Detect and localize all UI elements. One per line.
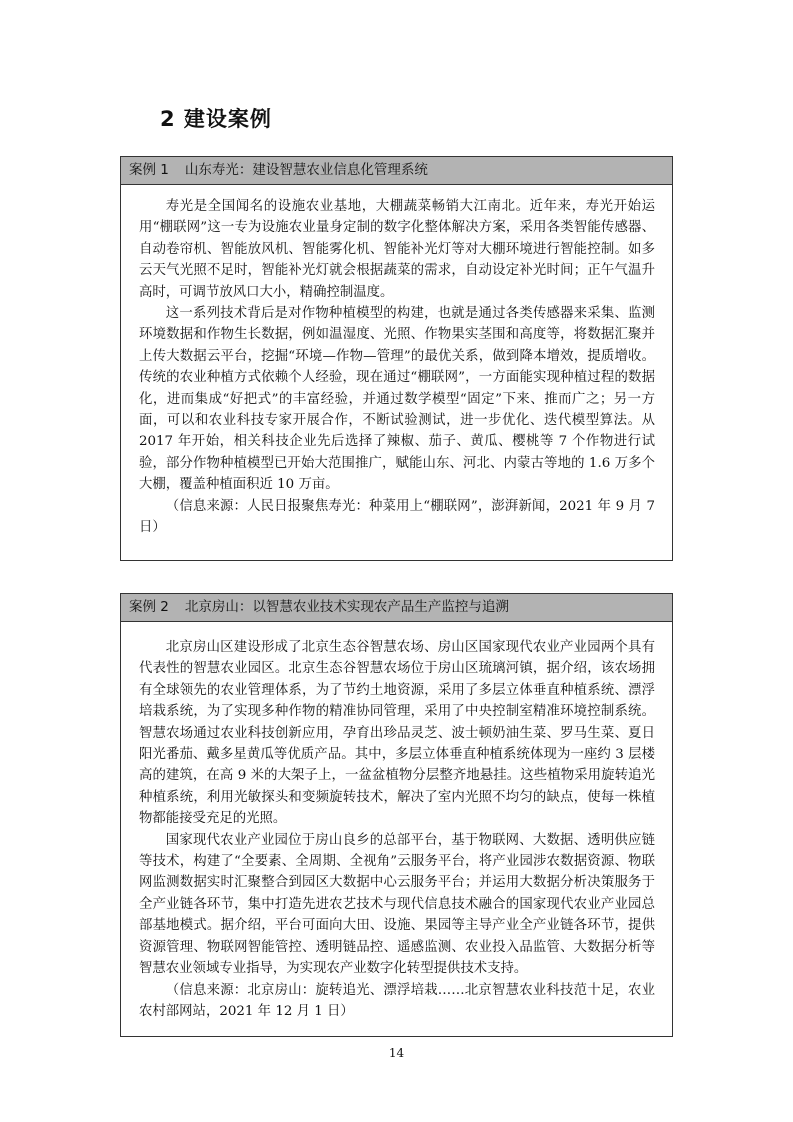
case-body	[121, 622, 672, 1022]
case-title: 山东寿光：建设智慧农业信息化管理系统	[184, 162, 428, 178]
case-number: 案例 1	[129, 162, 169, 178]
case-title: 北京房山：以智慧农业技术实现农产品生产监控与追溯	[184, 599, 509, 615]
case-box-2	[120, 593, 673, 1037]
case-paragraph: 寿光是全国闻名的设施农业基地，大棚蔬菜畅销大江南北。近年来，寿光开始运用“棚联网”这一专为设施农业量身定制的数字化整体解决方案，采用各类智能传感器、自动卷帘机、智能放风机、智能雾化机、智能补光灯等对大棚环境进行智能控制。如多云天气光照不足时，智能补光灯就会根据蔬菜的需求，自动设定补光时间；正午气温升高时，可调节放风口大小，精确控制温度。	[139, 199, 655, 300]
case-header	[121, 594, 672, 622]
page-number: 14	[388, 1046, 405, 1060]
case-box-1	[120, 156, 673, 561]
section-heading: 2 建设案例	[160, 107, 272, 131]
case-paragraph: 国家现代农业产业园位于房山良乡的总部平台，基于物联网、大数据、透明供应链等技术，构建了“全要素、全周期、全视角”云服务平台，将产业园涉农数据资源、物联网监测数据实时汇聚整合到园区大数据中心云服务平台；并运用大数据分析决策服务于全产业链各环节，集中打造先进农艺技术与现代信息技术融合的国家现代农业产业园总部基地模式。据介绍，平台可面向大田、设施、果园等主导产业全产业链各环节，提供资源管理、物联网智能管控、透明链品控、遥感监测、农业投入品监管、大数据分析等智慧农业领域专业指导，为实现农产业数字化转型提供技术支持。	[139, 832, 655, 977]
case-body	[121, 185, 672, 539]
case-source: （信息来源：人民日报聚焦寿光：种菜用上“棚联网”，澎湃新闻，2021 年 9 月 7 日）	[139, 498, 655, 536]
case-number: 案例 2	[129, 599, 169, 615]
case-source: （信息来源：北京房山：旋转追光、漂浮培栽……北京智慧农业科技范十足，农业农村部网站，2021 年 12 月 1 日）	[139, 982, 655, 1019]
case-paragraph: 这一系列技术背后是对作物种植模型的构建，也就是通过各类传感器来采集、监测环境数据和作物生长数据，例如温湿度、光照、作物果实茎围和高度等，将数据汇聚并上传大数据云平台，挖掘“环境—作物—管理”的最优关系，做到降本增效，提质增收。传统的农业种植方式依赖个人经验，现在通过“棚联网”，一方面能实现种植过程的数据化，进而集成“好把式”的丰富经验，并通过数学模型“固定”下来、推而广之；另一方面，可以和农业科技专家开展合作，不断试验测试，进一步优化、迭代模型算法。从 2017 年开始，相关科技企业先后选择了辣椒、茄子、黄瓜、樱桃等 7 个作物进行试验，部分作物种植模型已开始大范围推广，赋能山东、河北、内蒙古等地的 1.6 万多个大棚，覆盖种植面积近 10 万亩。	[139, 306, 655, 493]
case-header	[121, 157, 672, 185]
case-paragraph: 北京房山区建设形成了北京生态谷智慧农场、房山区国家现代农业产业园两个具有代表性的智慧农业园区。北京生态谷智慧农场位于房山区琉璃河镇，据介绍，该农场拥有全球领先的农业管理体系，为了节约土地资源，采用了多层立体垂直种植系统、漂浮培栽系统，为了实现多种作物的精准协同管理，采用了中央控制室精准环境控制系统。智慧农场通过农业科技创新应用，孕育出珍品灵芝、波士顿奶油生菜、罗马生菜、夏日阳光番茄、戴多星黄瓜等优质产品。其中，多层立体垂直种植系统体现为一座约 3 层楼高的建筑，在高 9 米的大架子上，一盆盆植物分层整齐地悬挂。这些植物采用旋转追光种植系统，利用光敏探头和变频旋转技术，解决了室内光照不均匀的缺点，使每一株植物都能接受充足的光照。	[139, 640, 655, 827]
